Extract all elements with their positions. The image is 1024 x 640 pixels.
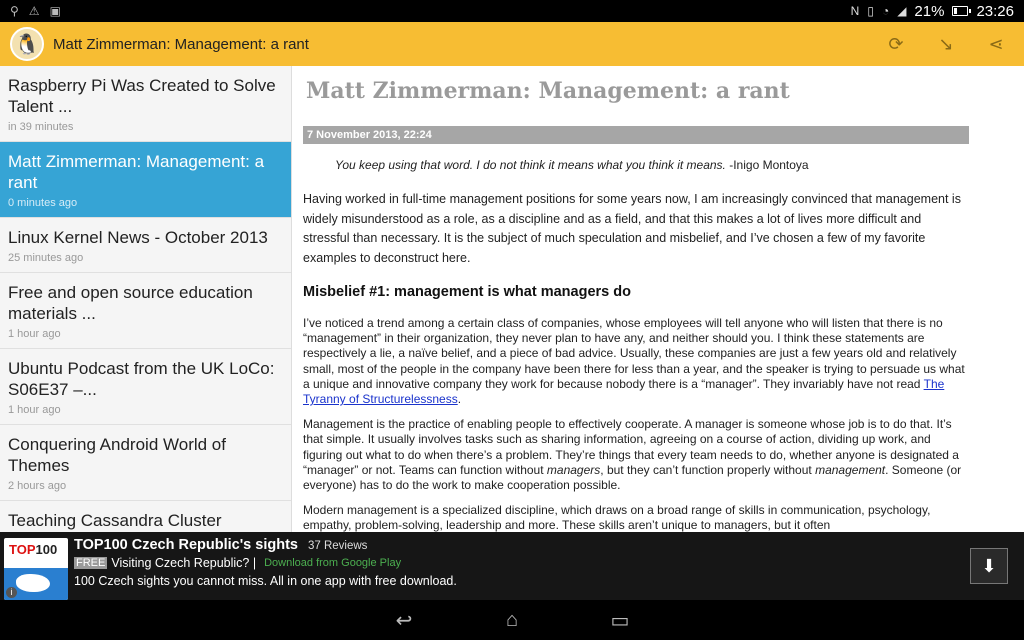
list-item[interactable] [0, 66, 291, 142]
share-icon[interactable]: ⋖ [988, 33, 1004, 54]
quote-attribution: -Inigo Montoya [725, 158, 809, 172]
action-buttons [884, 32, 1008, 56]
ad-logo-red: TOP [9, 542, 36, 557]
ad-reviews: 37 Reviews [307, 540, 368, 552]
ad-text[interactable] [74, 537, 457, 588]
article-list [0, 66, 292, 532]
ad-headline [74, 537, 457, 553]
list-item-title: Raspberry Pi Was Created to Solve Talent ... [8, 76, 276, 116]
article-lead: Having worked in full-time management positions for some years now, I am increasingly convinced that management is widely misunderstood as a role, as a discipline and as a field, and that this makes a lot of lives more difficult and stressful than necessary. It is the subject of much speculation and misbelief, and I’ve chosen a few of my favorite examples to deconstruct here. [303, 192, 961, 265]
vibrate-icon: ▯ [867, 4, 874, 18]
nfc-icon: N [850, 4, 860, 18]
system-icons [851, 3, 1014, 20]
google-play-label: Download from Google Play [264, 557, 402, 569]
android-icon: ▣ [49, 4, 61, 18]
list-item[interactable] [0, 425, 291, 501]
list-item-title: Linux Kernel News - October 2013 [8, 228, 268, 247]
list-item[interactable] [0, 218, 291, 273]
quote-text: You keep using that word. I do not think it means what you think it means. [335, 158, 726, 172]
battery-level [954, 8, 957, 14]
tyranny-link[interactable]: The Tyranny of Structurelessness [303, 376, 945, 407]
recent-apps-icon[interactable]: ▭ [610, 609, 630, 632]
article-title: Matt Zimmerman: Management: a rant [306, 78, 790, 104]
list-item-title: Teaching Cassandra Cluster [8, 511, 222, 530]
article-view[interactable] [292, 66, 1024, 532]
ad-description: 100 Czech sights you cannot miss. All in one app with free download. [74, 574, 457, 588]
ad-line2: Visiting Czech Republic? | [111, 556, 257, 570]
list-item-title: Conquering Android World of Themes [8, 435, 226, 475]
article-paragraph [303, 417, 969, 493]
clock: 23:26 [976, 2, 1014, 20]
list-item-title: Matt Zimmerman: Management: a rant [8, 152, 265, 192]
battery-percent: 21% [914, 2, 945, 20]
article-heading: Misbelief #1: management is what managers do [303, 284, 631, 300]
ad-subline [74, 556, 457, 570]
article-paragraph: Modern management is a specialized discipline, which draws on a broad range of skills in communication, psychology, empathy, problem-solving, leadership and more. These skills aren’t unique to managers, but it often [303, 503, 931, 532]
article-date: 7 November 2013, 22:24 [303, 126, 969, 144]
paragraph-emphasis: managers [546, 462, 601, 477]
ad-logo-text [4, 538, 68, 557]
list-item-time: in 39 minutes [8, 121, 74, 133]
list-item[interactable] [0, 501, 291, 532]
notification-icons [10, 4, 61, 18]
download-icon[interactable]: ⬇ [970, 548, 1008, 584]
list-item-selected[interactable] [0, 142, 291, 218]
list-item-time: 1 hour ago [8, 404, 61, 416]
paragraph-emphasis: management [815, 462, 886, 477]
ad-logo-number: 100 [35, 542, 58, 557]
list-item-time: 25 minutes ago [8, 252, 84, 264]
list-item[interactable] [0, 273, 291, 349]
navigation-bar [0, 600, 1024, 640]
wifi-icon: ◔ [881, 4, 890, 18]
tux-logo-icon[interactable]: 🐧 [10, 27, 44, 61]
back-icon[interactable]: ↩ [395, 609, 413, 632]
paragraph-text: Management is the practice of enabling people to effectively cooperate. A manager is someone whose job is to do that. It’s that simple. It usually involves tasks such as sharing information, agreeing on a course of action, dividing up work, and figuring out what to do when there’s a problem. They’re things that every team needs to do, whether anyone is designated a “manager” or not. Teams can function without [303, 417, 959, 477]
signal-icon: ◢ [897, 4, 907, 18]
ad-banner[interactable] [0, 532, 1024, 600]
usb-icon: ⚲ [10, 4, 19, 18]
paragraph-text: I’ve noticed a trend among a certain class of companies, whose employees will tell anyone who will listen that there is no “management” in their organization, they never plan to have any, and neither should you. I think these statements are respectively a lie, a naïve belief, and a piece of bad advice. Usually, these companies are just a few years old and relatively small, most of the people in the company have been there for less than a year, and the speaker is trying to persuade us what a unique and innovative company they work for because nobody there is a “manager”. They invariably have not read [303, 316, 965, 391]
free-badge: FREE [76, 557, 106, 569]
ad-info-icon[interactable]: i [6, 587, 17, 598]
paragraph-text: . [457, 392, 462, 407]
refresh-icon[interactable]: ⟳ [888, 33, 904, 54]
ad-title: TOP100 Czech Republic's sights [74, 537, 298, 553]
article-paragraph [303, 316, 969, 407]
list-item-time: 2 hours ago [8, 480, 67, 492]
paragraph-text: . Someone (or everyone) has to do the work to make cooperation possible. [303, 462, 962, 493]
article-quote [303, 158, 969, 172]
action-bar [0, 22, 1024, 66]
home-icon[interactable]: ⌂ [505, 608, 519, 631]
list-item-title: Ubuntu Podcast from the UK LoCo: S06E37 –... [8, 359, 275, 399]
list-item-title: Free and open source education materials ... [8, 283, 253, 323]
list-item-time: 0 minutes ago [8, 197, 78, 209]
ad-app-logo[interactable] [4, 538, 68, 600]
usb-debug-icon: ⚠ [28, 4, 40, 18]
open-browser-icon[interactable]: ↘ [938, 33, 954, 54]
action-bar-title: Matt Zimmerman: Management: a rant [53, 35, 309, 53]
list-item-time: 1 hour ago [8, 328, 61, 340]
paragraph-text: , but they can’t function properly without [600, 462, 816, 477]
status-bar [0, 0, 1024, 22]
list-item[interactable] [0, 349, 291, 425]
battery-icon [952, 6, 968, 16]
